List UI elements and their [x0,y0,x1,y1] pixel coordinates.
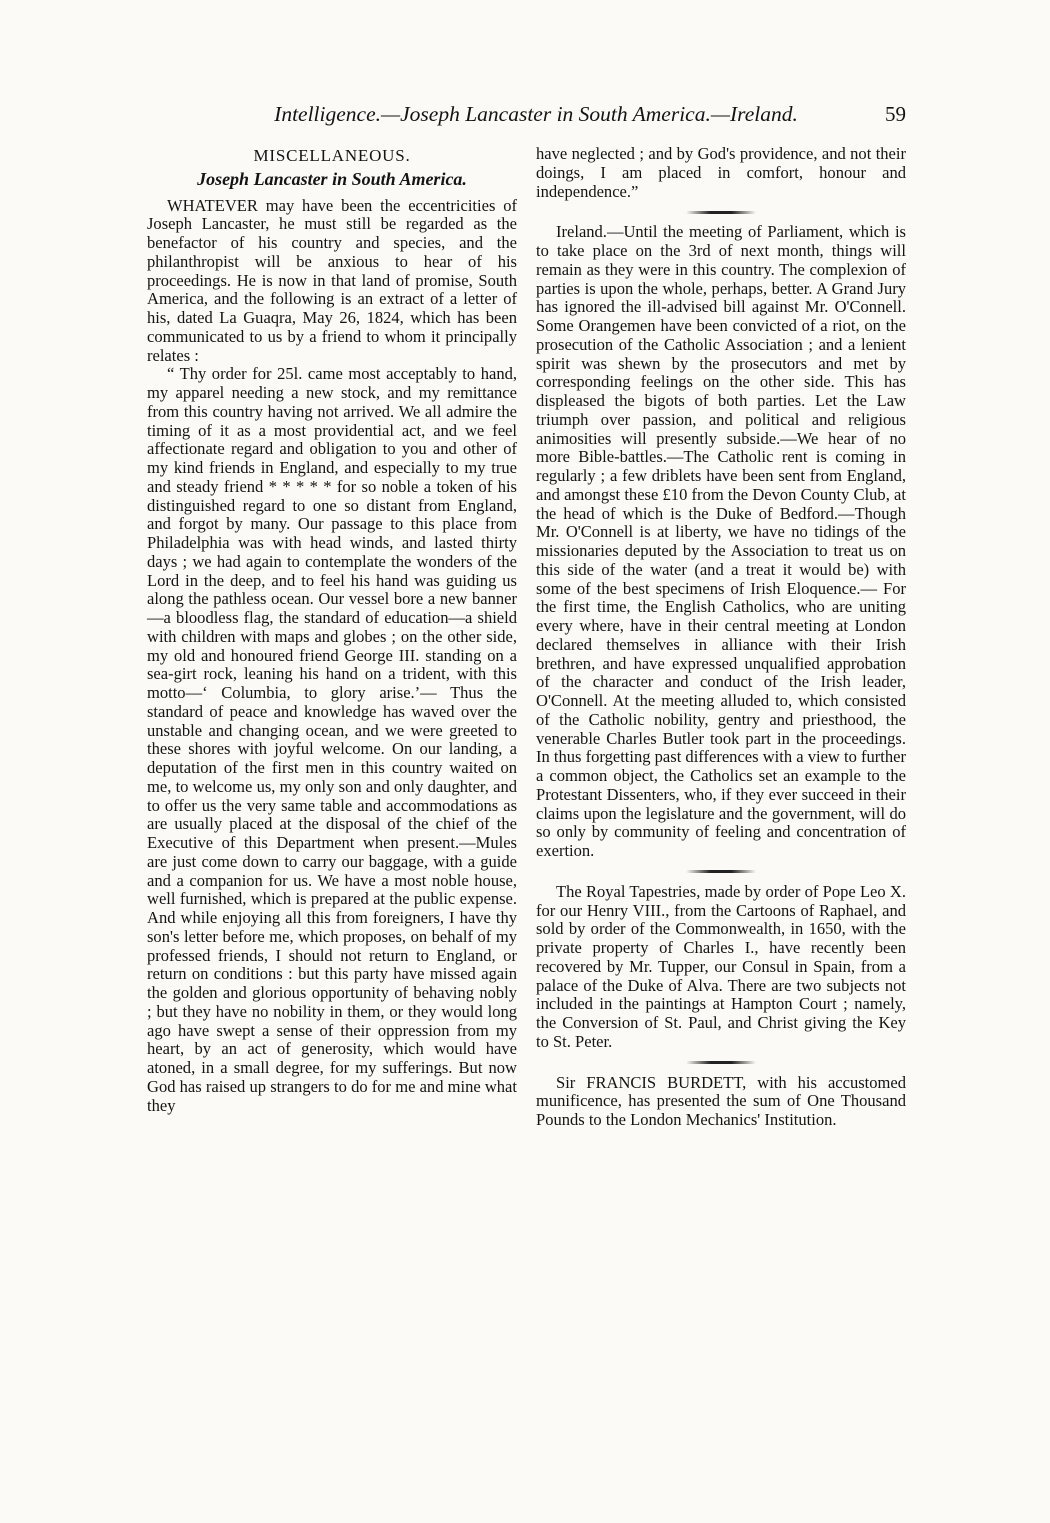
section-heading: MISCELLANEOUS. [253,146,411,165]
section-separator [536,201,906,223]
left-column [147,145,517,1115]
lancaster-intro-paragraph: WHATEVER may have been the eccentricities of Joseph Lancaster, he must still be regarded as the benefactor of his country and species, and the philanthropist will be anxious to hear of his proceedings. He is now in that land of promise, South America, and the following is an extract of a letter of his, dated La Guaqra, May 26, 1824, which has been communicated to us by a friend to whom it principally relates : [147,195,517,365]
section-separator [536,861,906,883]
burdett-paragraph: Sir FRANCIS BURDETT, with his accustomed munificence, has presented the sum of One Thousand Pounds to the London Mechanics' Institution. [536,1072,906,1129]
right-column [536,145,906,1130]
article-title: Joseph Lancaster in South America. [197,168,467,189]
running-title: Intelligence.—Joseph Lancaster in South America.—Ireland. [274,102,798,126]
tapestries-paragraph: The Royal Tapestries, made by order of Pope Leo X. for our Henry VIII., from the Cartoons of Raphael, and sold by order of the Commonwealth, in 1650, with the private property of Charles I., have recently been recovered by Mr. Tupper, our Consul in Spain, from a palace of the Duke of Alva. There are two subjects not included in the paintings at Hampton Court ; namely, the Conversion of St. Paul, and Christ giving the Key to St. Peter. [536,881,906,1051]
running-head [226,102,906,132]
section-separator [536,1052,906,1074]
ireland-paragraph: Ireland.—Until the meeting of Parliament, which is to take place on the 3rd of next month, things will remain as they were in this country. The complexion of parties is upon the whole, perhaps, better. A Grand Jury has ignored the ill-advised bill against Mr. O'Connell. Some Orangemen have been convicted of a riot, on the prosecution of the Catholic Association ; and a lenient spirit was shewn by the prosecutors and met by corresponding feelings on the other side. This has displeased the bigots of both parties. Let the Law triumph over passion, and political and religious animosities will presently subside.—We hear of no more Bible-battles.—The Catholic rent is coming in regularly ; a few driblets have been sent from England, and amongst these £10 from the Devon County Club, at the head of which is the Duke of Bedford.—Though Mr. O'Connell is at liberty, we have no tidings of the missionaries deputed by the Association to treat us on this side of the water (and a treat it would be) with some of the best specimens of Irish Eloquence.— For the first time, the English Catholics, who are uniting every where, have in their central meeting at London declared themselves in alliance with their Irish brethren, and have expressed unqualified approbation of the character and conduct of the Irish leader, O'Connell. At the meeting alluded to, which consisted of the Catholic nobility, gentry and priesthood, the venerable Charles Butler took part in the proceedings. In thus forgetting past differences with a view to further a common object, the Catholics set an example to the Protestant Dissenters, who, if they ever succeed in their claims upon the legislature and the government, will do so only by community of feeling and concentration of exertion. [536,222,906,860]
lancaster-letter-paragraph: “ Thy order for 25l. came most acceptably to hand, my apparel needing a new stock, and my remittance from this country having not arrived. We all admire the timing of it as a most providential act, and we feel affectionate regard and obligation to you and other of my kind friends in England, and especially to my true and steady friend * * * * * for so noble a token of his distinguished regard to one so distant from England, and forgot by many. Our passage to this place from Philadelphia was with head winds, and lasted thirty days ; we had again to contemplate the wonders of the Lord in the deep, and to feel his hand was guiding us along the pathless ocean. Our vessel bore a new banner—a bloodless flag, the standard of education—a shield with children with maps and globes ; on the other side, my old and honoured friend George III. standing on a sea-girt rock, leaning his hand on a trident, with this motto—‘ Columbia, to glory arise.’— Thus the standard of peace and knowledge has waved over the unstable and changing ocean, and we were greeted to these shores with joyful welcome. On our landing, a deputation of the first men in this country waited on me, to welcome us, my only son and only daughter, and to offer us the very same table and accommodations as are usually placed at the disposal of the chief of the Executive of this Department when present.—Mules are just come down to carry our baggage, with a guide and a companion for us. We have a most noble house, well furnished, which is prepared at the public expense. And while enjoying all this from foreigners, I have thy son's letter before me, which proposes, on behalf of my professed friends, I should not return to England, or return on conditions : but this party have missed again the golden and glorious opportunity of behaving nobly ; but they have no nobility in them, or they would long ago have swept a sense of their oppression from my heart, by an act of generosity, which would have atoned, in a small degree, for my sufferings. But now God has raised up strangers to do for me and mine what they [147,364,517,1115]
page-number: 59 [885,102,906,126]
lancaster-letter-continued: have neglected ; and by God's providence, and not their doings, I am placed in comfort, honour and independence.” [536,144,906,201]
